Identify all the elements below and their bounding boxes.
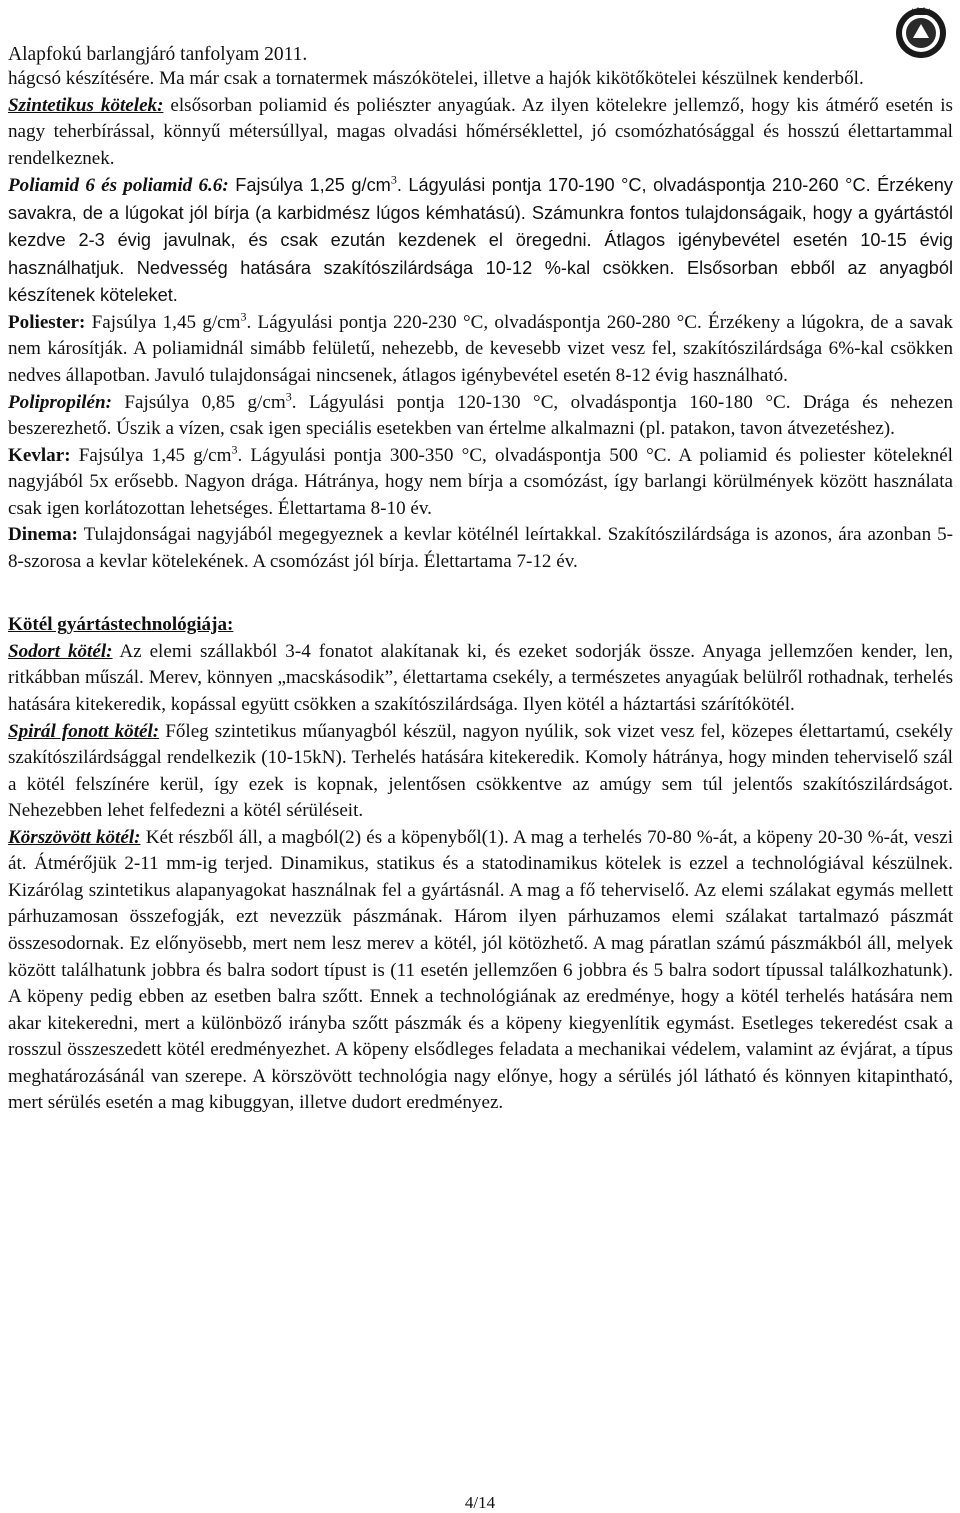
synthetic-term: Szintetikus kötelek: xyxy=(8,94,164,116)
dinema-paragraph xyxy=(8,522,953,575)
kevlar-text-1: Fajsúlya 1,45 g/cm xyxy=(70,444,232,466)
kevlar-sup: 3 xyxy=(231,442,238,457)
page-number: 4/14 xyxy=(464,1493,496,1512)
section-heading-text: Kötél gyártástechnológiája: xyxy=(8,614,234,636)
club-emblem-icon xyxy=(892,2,950,60)
poliamid-text-1: Fajsúlya 1,25 g/cm xyxy=(228,175,391,196)
spiral-text: Főleg szintetikus műanyagból készül, nagyon nyúlik, sok vizet vesz fel, közepes élettartamú, csekély szakítószilárdsággal rendelkezik (10-15kN). Terhelés hatására kitekeredik. Komoly hátránya, hogy minden teherviselő szál a kötél felszínére kerül, így ezek is kopnak, jelentősen csökkentve az amúgy sem túl jelentős szakítószilárdságot. Nehezebben lehet felfedezni a kötél sérüléseit. xyxy=(8,720,953,822)
synthetic-text: elsősorban poliamid és poliészter anyagúak. Az ilyen kötelekre jellemző, hogy kis átmérő esetén is nagy teherbírással, könnyű métersúllyal, magas olvadási hőmérséklettel, jó csomózhatósággal és hosszú élettartammal rendelkeznek. xyxy=(8,94,953,169)
kevlar-term: Kevlar: xyxy=(8,444,71,466)
korszovott-text: Két részből áll, a magból(2) és a köpenyből(1). A mag a terhelés 70-80 %-át, a köpeny 20-30 %-át, veszi át. Átmérőjük 2-11 mm-ig terjed. Dinamikus, statikus és a statodinamikus kötelek is ezzel a technológiával készülnek. Kizárólag szintetikus alapanyagokat használnak fel a gyártásnál. A mag a fő teherviselő. Az elemi szálakat egymás mellett párhuzamosan összefogják, ezt nevezzük pászmának. Három ilyen párhuzamos elemi szálakat tartalmazó pászmát összesodornak. Ez előnyösebb, mert nem lesz merev a kötél, jól kötözhető. A mag páratlan számú pászmákból áll, melyek között találhatunk jobbra és balra sodort típust is (11 esetén jellemzően 6 jobbra és 5 balra sodort típussal találkozhatunk). A köpeny pedig ebben az esetben balra szőtt. Ennek a technológiának az eredménye, hogy a kötél terhelés hatására nem akar kitekeredni, mert a különböző irányba szőtt pászmák és a köpeny kiegyenlítik egymást. Esetleges tekeredést csak a rosszul összeszedett kötél eredményezhet. A köpeny elsődleges feladata a mechanikai védelem, valamint az évjárat, a típus meghatározásánál van szerepe. A körszövött technológia nagy előnye, hogy a sérülés jól látható és könnyen kitapintható, mert sérülés esetén a mag kibuggyan, illetve dudort eredményez. xyxy=(8,826,953,1114)
poliester-term: Poliester: xyxy=(8,311,86,333)
poliamid-paragraph xyxy=(8,172,953,310)
korszovott-paragraph xyxy=(8,825,953,1117)
document-header: Alapfokú barlangjáró tanfolyam 2011. xyxy=(8,44,308,65)
poliester-text-1: Fajsúlya 1,45 g/cm xyxy=(85,311,241,333)
sodort-paragraph xyxy=(8,639,953,719)
spiral-paragraph xyxy=(8,719,953,825)
poliester-sup: 3 xyxy=(240,309,247,324)
polipropilen-text-1: Fajsúlya 0,85 g/cm xyxy=(111,391,286,413)
sodort-text: Az elemi szállakból 3-4 fonatot alakítanak ki, és ezeket sodorják össze. Anyaga jellemzően kender, len, ritkábban műszál. Merev, könnyen „macskásodik”, élettartama csekély, a természetes anyagúak belülről rothadnak, terhelés hatására kitekeredik, kopással együtt csökken a szakítószilárdsága. Ilyen kötél a háztartási szárítókötél. xyxy=(8,640,953,716)
sodort-term: Sodort kötél: xyxy=(8,640,113,662)
section-heading xyxy=(8,612,953,639)
dinema-term: Dinema: xyxy=(8,524,78,546)
poliester-paragraph xyxy=(8,310,953,390)
synthetic-paragraph xyxy=(8,93,953,173)
spiral-term: Spirál fonott kötél: xyxy=(8,720,160,742)
kevlar-text-2: . Lágyulási pontja 300-350 °C, olvadáspontja 500 °C. A poliamid és poliester köteleknél nagyjából 5x erősebb. Nagyon drága. Hátránya, hogy nem bírja a csomózást, így barlangi körülmények között használata csak igen korlátozottan lehetséges. Élettartama 8-10 év. xyxy=(8,444,953,519)
poliester-text-2: . Lágyulási pontja 220-230 °C, olvadáspontja 260-280 °C. Érzékeny a lúgokra, de a savak nem károsítják. A poliamidnál simább felületű, nehezebb, de kevesebb vizet vesz fel, szakítószilárdsága 6%-kal csökken nedves állapotban. Javuló tulajdonságai nincsenek, átlagos igénybevétel esetén 8-12 évig használható. xyxy=(8,311,953,387)
polipropilen-sup: 3 xyxy=(285,389,292,404)
kevlar-paragraph xyxy=(8,443,953,523)
document-body xyxy=(8,66,953,1117)
polipropilen-term: Polipropilén: xyxy=(8,391,112,413)
polipropilen-paragraph xyxy=(8,390,953,443)
polipropilen-text-2: . Lágyulási pontja 120-130 °C, olvadáspontja 160-180 °C. Drága és nehezen beszerezhető. Úszik a vízen, csak igen speciális esetekben van értelme alkalmazni (pl. patakon, tavon átvezetéshez). xyxy=(8,391,954,440)
intro-paragraph: hágcsó készítésére. Ma már csak a tornatermek mászókötelei, illetve a hajók kikötőkötelei készülnek kenderből. xyxy=(8,68,864,89)
korszovott-term: Körszövött kötél: xyxy=(8,826,141,848)
poliamid-term: Poliamid 6 és poliamid 6.6: xyxy=(8,175,229,197)
dinema-text: Tulajdonságai nagyjából megegyeznek a kevlar kötélnél leírtakkal. Szakítószilárdsága is azonos, ára azonban 5-8-szorosa a kevlar kötelekének. A csomózást jól bírja. Élettartama 7-12 év. xyxy=(8,524,953,572)
poliamid-sup: 3 xyxy=(390,172,397,187)
poliamid-text-2: . Lágyulási pontja 170-190 °C, olvadáspontja 210-260 °C. Érzékeny savakra, de a lúgokat jól bírja (a karbidmész lúgos kémhatású). Számunkra fontos tulajdonságaik, hogy a gyártástól kezdve 2-3 évig javulnak, és csak ezután kezdenek el öregedni. Átlagos igénybevétel esetén 10-15 évig használhatjuk. Nedvesség hatására szakítószilárdsága 10-12 %-kal csökken. Elsősorban ebből az anyagból készítenek köteleket. xyxy=(8,175,953,306)
